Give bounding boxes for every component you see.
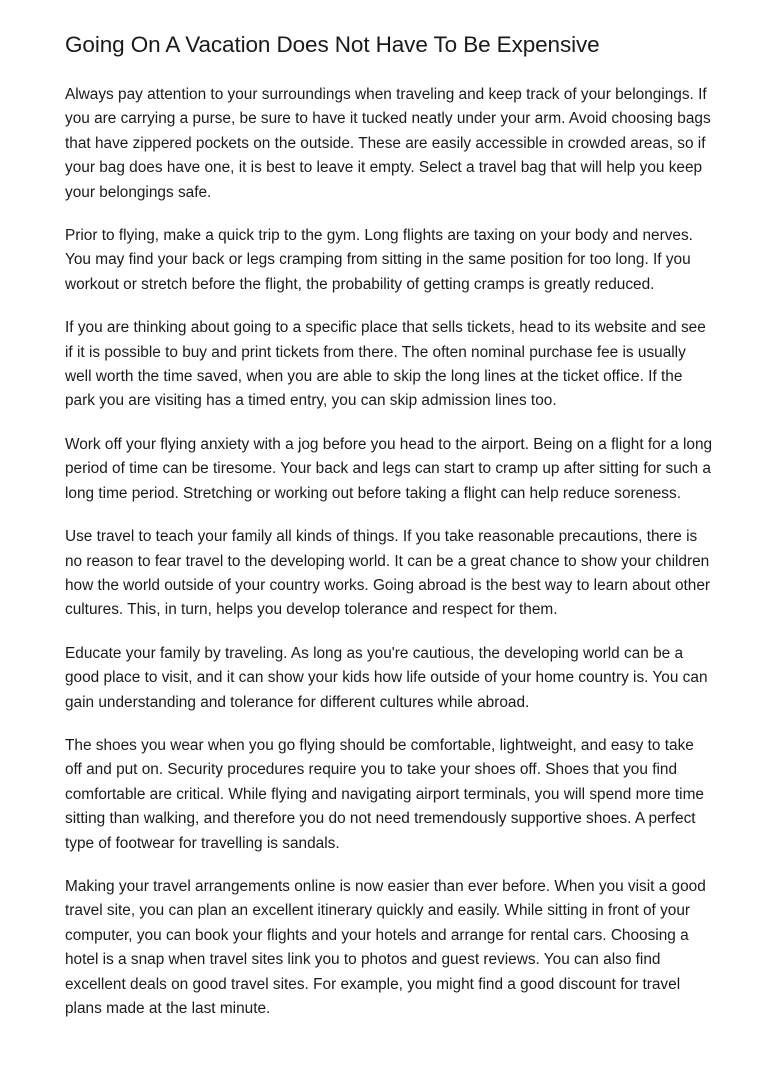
paragraph-flying: Prior to flying, make a quick trip to the gym. Long flights are taxing on your body and nerves. You may find your back or legs cramping from sitting in the same position for too long. If you workout or stretch before the flight, the probability of getting cramps is greatly reduced.: [65, 227, 693, 293]
paragraph-shoes: The shoes you wear when you go flying should be comfortable, lightweight, and easy to take off and put on. Security procedures require you to take your shoes off. Shoes that you find comfortable are critical. While flying and navigating airport terminals, you will spend more time sitting than walking, and therefore you do not need tremendously supportive shoes. A perfect type of footwear for travelling is sandals.: [65, 736, 704, 852]
document-title: Going On A Vacation Does Not Have To Be Expensive: [65, 32, 600, 57]
paragraph-educate-family: Educate your family by traveling. As long as you're cautious, the developing world can be a good place to visit, and it can show your kids how life outside of your home country is. You can gain understanding and tolerance for different cultures while abroad.: [65, 644, 708, 711]
paragraph-gym: Always pay attention to your surroundings when traveling and keep track of your belongings. If you are carrying a purse, be sure to have it tucked neatly under your arm. Avoid choosing bags that have zippered pockets on the outside. These are easily accessible in crowded areas, so if your bag does have one, it is best to leave it empty. Select a travel bag that will help you keep your belongings safe.: [65, 86, 711, 201]
paragraph-online-arrangements: Making your travel arrangements online is now easier than ever before. When you visit a good travel site, you can plan an excellent itinerary quickly and easily. While sitting in front of your computer, you can book your flights and your hotels and arrange for rental cars. Choosing a hotel is a snap when travel sites link you to photos and guest reviews. You can also find excellent deals on good travel sites. For example, you might find a good discount for travel plans made at the last minute.: [65, 877, 706, 1017]
paragraph-teach-family: Use travel to teach your family all kinds of things. If you take reasonable precautions, there is no reason to fear travel to the developing world. It can be a great chance to show your children how the world outside of your country works. Going abroad is the best way to learn about other cultures. This, in turn, helps you develop tolerance and respect for them.: [65, 528, 711, 619]
paragraph-tickets: If you are thinking about going to a specific place that sells tickets, head to its website and see if it is possible to buy and print tickets from there. The often nominal purchase fee is usually well worth the time saved, when you are able to skip the long lines at the ticket office. If the park you are visiting has a timed entry, you can skip admission lines too.: [65, 319, 706, 410]
paragraph-anxiety: Work off your flying anxiety with a jog before you head to the airport. Being on a flight for a long period of time can be tiresome. Your back and legs can start to cramp up after sitting for such a long time period. Stretching or working out before taking a flight can help reduce soreness.: [65, 435, 713, 502]
